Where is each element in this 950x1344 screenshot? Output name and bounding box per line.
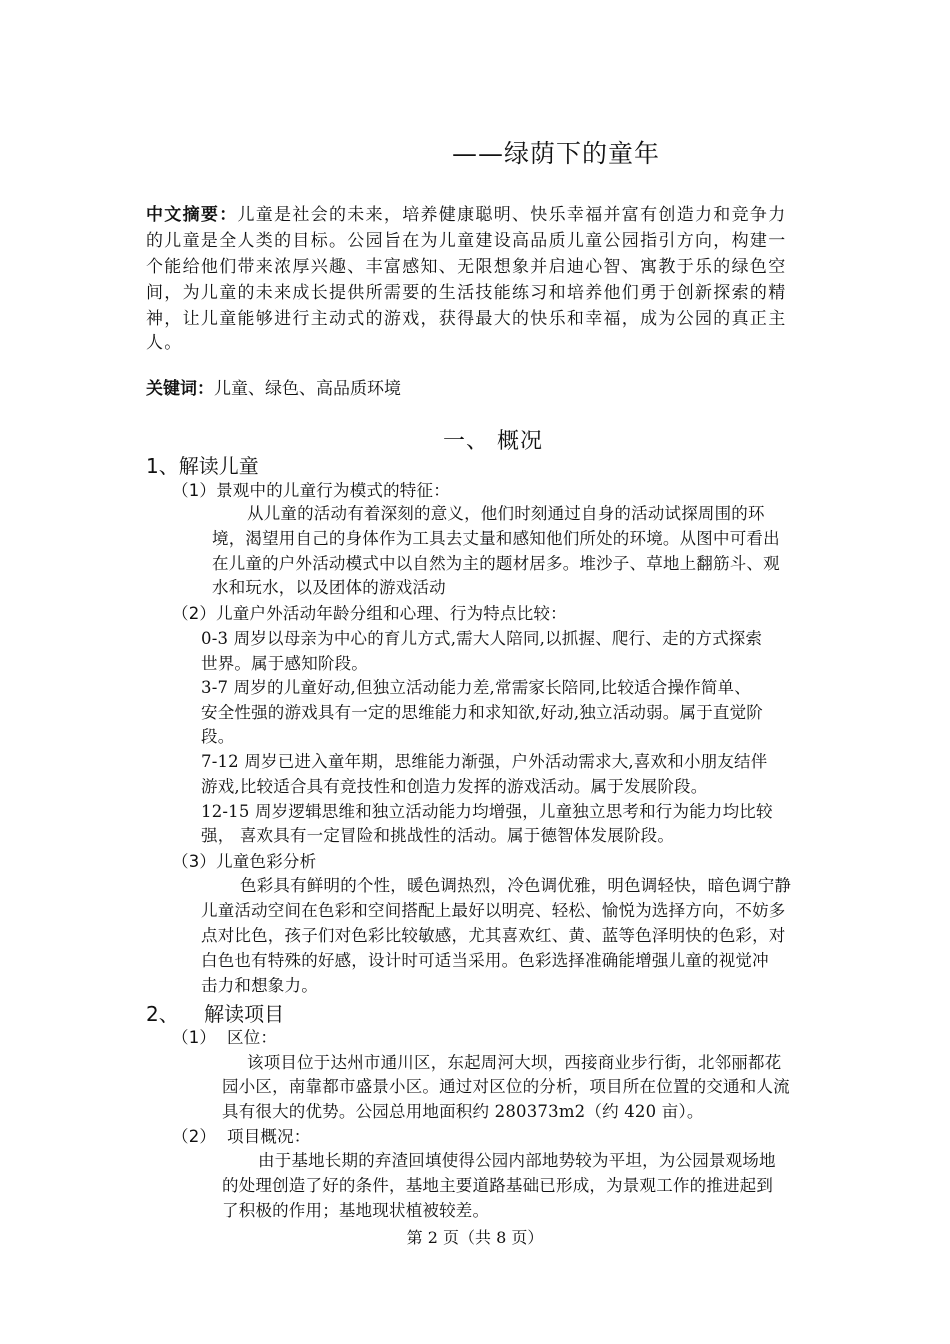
abstract-line-3: 个能给他们带来浓厚兴趣、丰富感知、无限想象并启迪心智、寓教于乐的绿色空 — [146, 257, 787, 277]
item-title-location: （1） 区位： — [172, 1028, 278, 1047]
item-title-color: （3）儿童色彩分析 — [172, 852, 317, 871]
abstract-line-6: 人。 — [146, 333, 183, 353]
paragraph-line: 段。 — [201, 727, 235, 746]
paragraph-line: 强， 喜欢具有一定冒险和挑战性的活动。属于德智体发展阶段。 — [201, 826, 675, 845]
item-title-behavior: （1）景观中的儿童行为模式的特征： — [172, 481, 450, 500]
page-footer: 第 2 页（共 8 页） — [406, 1228, 544, 1247]
paragraph-line: 在儿童的户外活动模式中以自然为主的题材居多。堆沙子、草地上翻筋斗、观 — [212, 554, 780, 573]
paragraph-line: 了积极的作用；基地现状植被较差。 — [222, 1201, 490, 1220]
keywords-label: 关键词： — [146, 379, 214, 399]
paragraph-line: 色彩具有鲜明的个性，暖色调热烈，冷色调优雅，明色调轻快，暗色调宁静 — [240, 876, 792, 895]
paragraph-line: 0-3 周岁以母亲为中心的育儿方式,需大人陪同,以抓握、爬行、走的方式探索 — [201, 629, 763, 648]
paragraph-line: 水和玩水，以及团体的游戏活动 — [212, 578, 446, 597]
paragraph-line: 园小区，南靠都市盛景小区。通过对区位的分析，项目所在位置的交通和人流 — [222, 1077, 790, 1096]
paragraph-line: 游戏,比较适合具有竞技性和创造力发挥的游戏活动。属于发展阶段。 — [201, 777, 708, 796]
paragraph-line: 境，渴望用自己的身体作为工具去丈量和感知他们所处的环境。从图中可看出 — [212, 529, 780, 548]
paragraph-line: 从儿童的活动有着深刻的意义，他们时刻通过自身的活动试探周围的环 — [247, 504, 765, 523]
paragraph-line: 击力和想象力。 — [201, 976, 318, 995]
paragraph-line: 安全性强的游戏具有一定的思维能力和求知欲,好动,独立活动弱。属于直觉阶 — [201, 703, 763, 722]
abstract-line-5: 神，让儿童能够进行主动式的游戏，获得最大的快乐和幸福，成为公园的真正主 — [146, 309, 787, 329]
item-title-age-groups: （2）儿童户外活动年龄分组和心理、行为特点比较： — [172, 604, 567, 623]
paragraph-line: 该项目位于达州市通川区，东起周河大坝，西接商业步行街，北邻丽都花 — [247, 1053, 782, 1072]
paragraph-line: 具有很大的优势。公园总用地面积约 280373m2（约 420 亩）。 — [222, 1102, 704, 1121]
paragraph-line: 世界。属于感知阶段。 — [201, 654, 368, 673]
document-subtitle: ——绿荫下的童年 — [452, 139, 661, 168]
paragraph-line: 7-12 周岁已进入童年期，思维能力渐强，户外活动需求大,喜欢和小朋友结伴 — [201, 752, 768, 771]
abstract-line-2: 的儿童是全人类的目标。公园旨在为儿童建设高品质儿童公园指引方向，构建一 — [146, 231, 787, 251]
abstract-line-4: 间，为儿童的未来成长提供所需要的生活技能练习和培养他们勇于创新探索的精 — [146, 283, 787, 303]
abstract-line-1 — [146, 200, 787, 225]
keywords-value: 儿童、绿色、高品质环境 — [214, 379, 401, 399]
paragraph-line: 点对比色，孩子们对色彩比较敏感，尤其喜欢红、黄、蓝等色泽明快的色彩，对 — [201, 926, 786, 945]
abstract-label: 中文摘要： — [146, 205, 238, 225]
paragraph-line: 白色也有特殊的好感，设计时可适当采用。色彩选择准确能增强儿童的视觉冲 — [201, 951, 769, 970]
paragraph-line: 的处理创造了好的条件，基地主要道路基础已形成，为景观工作的推进起到 — [222, 1176, 774, 1195]
keywords-line — [146, 374, 401, 399]
abstract-text: 儿童是社会的未来，培养健康聪明、快乐幸福并富有创造力和竞争力 — [237, 205, 787, 225]
subsection-heading-project: 2、 解读项目 — [146, 1002, 285, 1026]
paragraph-line: 儿童活动空间在色彩和空间搭配上最好以明亮、轻松、愉悦为选择方向，不妨多 — [201, 901, 786, 920]
paragraph-line: 12-15 周岁逻辑思维和独立活动能力均增强，儿童独立思考和行为能力均比较 — [201, 802, 773, 821]
paragraph-line: 由于基地长期的弃渣回填使得公园内部地势较为平坦，为公园景观场地 — [258, 1151, 776, 1170]
section-heading-overview: 一、 概况 — [443, 429, 543, 454]
paragraph-line: 3-7 周岁的儿童好动,但独立活动能力差,常需家长陪同,比较适合操作简单、 — [201, 678, 751, 697]
subsection-heading-children: 1、解读儿童 — [146, 454, 259, 478]
item-title-overview: （2） 项目概况： — [172, 1127, 311, 1146]
